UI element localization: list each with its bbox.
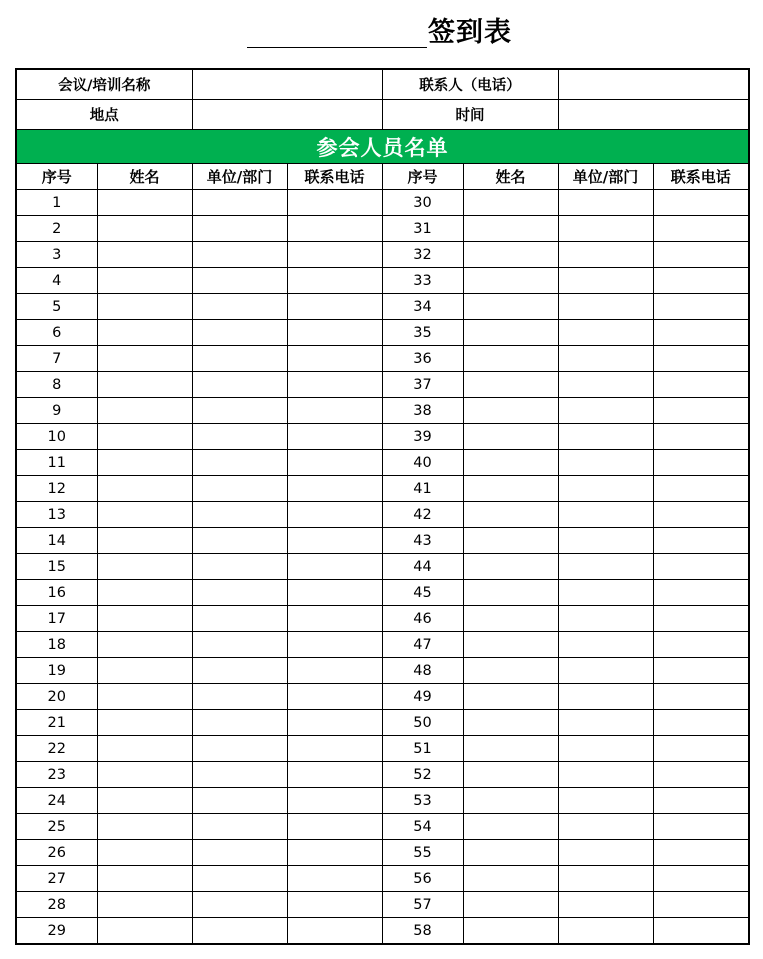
row-number-right: 37 (382, 372, 463, 398)
time-label: 时间 (382, 100, 558, 130)
name-cell-left[interactable] (97, 866, 192, 892)
phone-cell-right[interactable] (653, 892, 749, 918)
phone-cell-left[interactable] (287, 840, 382, 866)
department-cell-right[interactable] (558, 658, 653, 684)
name-cell-left[interactable] (97, 736, 192, 762)
table-row (16, 320, 749, 346)
department-cell-right[interactable] (558, 424, 653, 450)
table-row (16, 580, 749, 606)
row-number-left: 14 (16, 528, 97, 554)
name-cell-right[interactable] (463, 502, 558, 528)
name-cell-right[interactable] (463, 398, 558, 424)
department-cell-right[interactable] (558, 892, 653, 918)
name-cell-right[interactable] (463, 476, 558, 502)
table-row (16, 658, 749, 684)
department-cell-left[interactable] (192, 294, 287, 320)
row-number-left: 7 (16, 346, 97, 372)
row-number-right: 35 (382, 320, 463, 346)
phone-cell-right[interactable] (653, 658, 749, 684)
table-row (16, 554, 749, 580)
phone-cell-right[interactable] (653, 580, 749, 606)
department-cell-left[interactable] (192, 684, 287, 710)
table-row (16, 450, 749, 476)
table-row (16, 736, 749, 762)
name-cell-left[interactable] (97, 424, 192, 450)
department-cell-right[interactable] (558, 450, 653, 476)
phone-cell-left[interactable] (287, 190, 382, 216)
department-cell-right[interactable] (558, 580, 653, 606)
table-row (16, 268, 749, 294)
row-number-left: 27 (16, 866, 97, 892)
phone-cell-left[interactable] (287, 710, 382, 736)
row-number-right: 42 (382, 502, 463, 528)
title-blank-line[interactable] (247, 47, 427, 48)
name-cell-right[interactable] (463, 372, 558, 398)
name-cell-right[interactable] (463, 216, 558, 242)
name-cell-right[interactable] (463, 242, 558, 268)
row-number-right: 45 (382, 580, 463, 606)
row-number-left: 9 (16, 398, 97, 424)
phone-cell-right[interactable] (653, 606, 749, 632)
department-cell-left[interactable] (192, 840, 287, 866)
name-cell-left[interactable] (97, 346, 192, 372)
department-cell-left[interactable] (192, 528, 287, 554)
table-row (16, 918, 749, 945)
department-cell-left[interactable] (192, 450, 287, 476)
phone-cell-right[interactable] (653, 372, 749, 398)
row-number-left: 2 (16, 216, 97, 242)
department-cell-left[interactable] (192, 242, 287, 268)
section-header-row (16, 130, 749, 164)
row-number-left: 11 (16, 450, 97, 476)
department-cell-right[interactable] (558, 606, 653, 632)
department-cell-left[interactable] (192, 190, 287, 216)
name-cell-left[interactable] (97, 554, 192, 580)
column-header-row (16, 164, 749, 190)
department-cell-right[interactable] (558, 320, 653, 346)
name-cell-right[interactable] (463, 788, 558, 814)
time-field[interactable] (558, 100, 749, 130)
name-cell-right[interactable] (463, 814, 558, 840)
phone-cell-right[interactable] (653, 190, 749, 216)
department-cell-right[interactable] (558, 372, 653, 398)
phone-cell-right[interactable] (653, 476, 749, 502)
name-cell-left[interactable] (97, 918, 192, 945)
department-cell-left[interactable] (192, 632, 287, 658)
phone-cell-right[interactable] (653, 528, 749, 554)
row-number-left: 23 (16, 762, 97, 788)
table-row (16, 866, 749, 892)
table-row (16, 840, 749, 866)
department-cell-left[interactable] (192, 762, 287, 788)
phone-cell-left[interactable] (287, 216, 382, 242)
col-header-name-right: 姓名 (463, 164, 558, 190)
row-number-left: 20 (16, 684, 97, 710)
row-number-left: 21 (16, 710, 97, 736)
table-row (16, 190, 749, 216)
row-number-left: 3 (16, 242, 97, 268)
name-cell-left[interactable] (97, 242, 192, 268)
row-number-right: 32 (382, 242, 463, 268)
name-cell-right[interactable] (463, 736, 558, 762)
department-cell-left[interactable] (192, 788, 287, 814)
department-cell-right[interactable] (558, 476, 653, 502)
department-cell-left[interactable] (192, 892, 287, 918)
phone-cell-left[interactable] (287, 762, 382, 788)
name-cell-left[interactable] (97, 320, 192, 346)
col-header-phone-right: 联系电话 (653, 164, 749, 190)
contact-field[interactable] (558, 69, 749, 100)
row-number-right: 31 (382, 216, 463, 242)
department-cell-left[interactable] (192, 736, 287, 762)
row-number-right: 41 (382, 476, 463, 502)
phone-cell-left[interactable] (287, 424, 382, 450)
location-label: 地点 (16, 100, 192, 130)
phone-cell-right[interactable] (653, 710, 749, 736)
name-cell-right[interactable] (463, 710, 558, 736)
phone-cell-left[interactable] (287, 866, 382, 892)
row-number-right: 52 (382, 762, 463, 788)
phone-cell-right[interactable] (653, 424, 749, 450)
table-row (16, 346, 749, 372)
section-title: 参会人员名单 (16, 130, 749, 164)
row-number-right: 51 (382, 736, 463, 762)
name-cell-right[interactable] (463, 346, 558, 372)
department-cell-right[interactable] (558, 268, 653, 294)
row-number-right: 57 (382, 892, 463, 918)
row-number-right: 36 (382, 346, 463, 372)
table-row (16, 502, 749, 528)
phone-cell-right[interactable] (653, 736, 749, 762)
department-cell-left[interactable] (192, 918, 287, 945)
name-cell-left[interactable] (97, 528, 192, 554)
row-number-right: 48 (382, 658, 463, 684)
phone-cell-left[interactable] (287, 398, 382, 424)
name-cell-left[interactable] (97, 294, 192, 320)
row-number-right: 34 (382, 294, 463, 320)
phone-cell-left[interactable] (287, 814, 382, 840)
phone-cell-right[interactable] (653, 814, 749, 840)
name-cell-right[interactable] (463, 606, 558, 632)
sign-in-sheet (15, 68, 750, 945)
name-cell-left[interactable] (97, 658, 192, 684)
table-row (16, 710, 749, 736)
name-cell-right[interactable] (463, 528, 558, 554)
name-cell-right[interactable] (463, 866, 558, 892)
name-cell-right[interactable] (463, 190, 558, 216)
row-number-right: 46 (382, 606, 463, 632)
name-cell-left[interactable] (97, 606, 192, 632)
name-cell-right[interactable] (463, 658, 558, 684)
name-cell-left[interactable] (97, 814, 192, 840)
col-header-department-right: 单位/部门 (558, 164, 653, 190)
phone-cell-right[interactable] (653, 320, 749, 346)
name-cell-left[interactable] (97, 840, 192, 866)
info-row-location (16, 100, 749, 130)
department-cell-right[interactable] (558, 216, 653, 242)
table-row (16, 606, 749, 632)
row-number-right: 55 (382, 840, 463, 866)
name-cell-right[interactable] (463, 892, 558, 918)
phone-cell-left[interactable] (287, 658, 382, 684)
department-cell-left[interactable] (192, 658, 287, 684)
phone-cell-left[interactable] (287, 892, 382, 918)
row-number-right: 30 (382, 190, 463, 216)
row-number-left: 1 (16, 190, 97, 216)
phone-cell-right[interactable] (653, 294, 749, 320)
row-number-left: 22 (16, 736, 97, 762)
row-number-right: 40 (382, 450, 463, 476)
phone-cell-right[interactable] (653, 762, 749, 788)
row-number-left: 4 (16, 268, 97, 294)
row-number-right: 58 (382, 918, 463, 945)
row-number-right: 38 (382, 398, 463, 424)
department-cell-right[interactable] (558, 632, 653, 658)
table-row (16, 424, 749, 450)
row-number-left: 5 (16, 294, 97, 320)
department-cell-right[interactable] (558, 710, 653, 736)
department-cell-right[interactable] (558, 736, 653, 762)
department-cell-right[interactable] (558, 814, 653, 840)
phone-cell-left[interactable] (287, 554, 382, 580)
phone-cell-left[interactable] (287, 450, 382, 476)
row-number-right: 56 (382, 866, 463, 892)
phone-cell-right[interactable] (653, 840, 749, 866)
location-field[interactable] (192, 100, 382, 130)
name-cell-left[interactable] (97, 216, 192, 242)
name-cell-left[interactable] (97, 684, 192, 710)
phone-cell-left[interactable] (287, 580, 382, 606)
phone-cell-right[interactable] (653, 788, 749, 814)
row-number-left: 18 (16, 632, 97, 658)
name-cell-right[interactable] (463, 762, 558, 788)
table-row (16, 398, 749, 424)
col-header-number-left: 序号 (16, 164, 97, 190)
department-cell-right[interactable] (558, 528, 653, 554)
name-cell-left[interactable] (97, 190, 192, 216)
row-number-left: 29 (16, 918, 97, 945)
row-number-left: 16 (16, 580, 97, 606)
name-cell-right[interactable] (463, 294, 558, 320)
department-cell-right[interactable] (558, 242, 653, 268)
department-cell-left[interactable] (192, 814, 287, 840)
title-area (0, 8, 763, 58)
department-cell-right[interactable] (558, 866, 653, 892)
name-cell-left[interactable] (97, 372, 192, 398)
phone-cell-right[interactable] (653, 502, 749, 528)
name-cell-right[interactable] (463, 632, 558, 658)
department-cell-right[interactable] (558, 346, 653, 372)
table-row (16, 372, 749, 398)
table-row (16, 788, 749, 814)
meeting-name-field[interactable] (192, 69, 382, 100)
phone-cell-right[interactable] (653, 554, 749, 580)
name-cell-right[interactable] (463, 840, 558, 866)
name-cell-left[interactable] (97, 398, 192, 424)
table-row (16, 528, 749, 554)
page-title: 签到表 (428, 17, 512, 48)
phone-cell-right[interactable] (653, 216, 749, 242)
table-row (16, 892, 749, 918)
phone-cell-right[interactable] (653, 632, 749, 658)
phone-cell-left[interactable] (287, 788, 382, 814)
phone-cell-right[interactable] (653, 346, 749, 372)
row-number-right: 49 (382, 684, 463, 710)
phone-cell-left[interactable] (287, 606, 382, 632)
phone-cell-left[interactable] (287, 502, 382, 528)
meeting-name-label: 会议/培训名称 (16, 69, 192, 100)
name-cell-left[interactable] (97, 580, 192, 606)
row-number-right: 43 (382, 528, 463, 554)
row-number-right: 44 (382, 554, 463, 580)
name-cell-right[interactable] (463, 320, 558, 346)
name-cell-left[interactable] (97, 502, 192, 528)
row-number-left: 13 (16, 502, 97, 528)
department-cell-left[interactable] (192, 268, 287, 294)
department-cell-left[interactable] (192, 710, 287, 736)
col-header-name-left: 姓名 (97, 164, 192, 190)
info-row-meeting (16, 69, 749, 100)
department-cell-right[interactable] (558, 398, 653, 424)
table-row (16, 294, 749, 320)
phone-cell-left[interactable] (287, 242, 382, 268)
name-cell-right[interactable] (463, 450, 558, 476)
table-row (16, 242, 749, 268)
department-cell-right[interactable] (558, 190, 653, 216)
phone-cell-left[interactable] (287, 268, 382, 294)
department-cell-left[interactable] (192, 606, 287, 632)
department-cell-right[interactable] (558, 762, 653, 788)
phone-cell-right[interactable] (653, 918, 749, 945)
department-cell-left[interactable] (192, 372, 287, 398)
phone-cell-left[interactable] (287, 528, 382, 554)
row-number-left: 28 (16, 892, 97, 918)
row-number-left: 10 (16, 424, 97, 450)
row-number-left: 25 (16, 814, 97, 840)
phone-cell-right[interactable] (653, 242, 749, 268)
table-row (16, 632, 749, 658)
phone-cell-right[interactable] (653, 268, 749, 294)
name-cell-right[interactable] (463, 424, 558, 450)
table-row (16, 684, 749, 710)
row-number-right: 47 (382, 632, 463, 658)
row-number-left: 8 (16, 372, 97, 398)
row-number-left: 6 (16, 320, 97, 346)
department-cell-left[interactable] (192, 554, 287, 580)
row-number-left: 15 (16, 554, 97, 580)
row-number-left: 24 (16, 788, 97, 814)
department-cell-left[interactable] (192, 216, 287, 242)
name-cell-left[interactable] (97, 710, 192, 736)
phone-cell-right[interactable] (653, 684, 749, 710)
name-cell-left[interactable] (97, 788, 192, 814)
table-row (16, 476, 749, 502)
row-number-right: 50 (382, 710, 463, 736)
department-cell-right[interactable] (558, 918, 653, 945)
col-header-phone-left: 联系电话 (287, 164, 382, 190)
name-cell-right[interactable] (463, 684, 558, 710)
col-header-department-left: 单位/部门 (192, 164, 287, 190)
name-cell-right[interactable] (463, 918, 558, 945)
row-number-right: 54 (382, 814, 463, 840)
phone-cell-left[interactable] (287, 294, 382, 320)
name-cell-left[interactable] (97, 762, 192, 788)
department-cell-right[interactable] (558, 554, 653, 580)
phone-cell-left[interactable] (287, 372, 382, 398)
table-row (16, 762, 749, 788)
department-cell-left[interactable] (192, 502, 287, 528)
phone-cell-left[interactable] (287, 684, 382, 710)
department-cell-right[interactable] (558, 840, 653, 866)
row-number-right: 39 (382, 424, 463, 450)
table-row (16, 216, 749, 242)
name-cell-right[interactable] (463, 268, 558, 294)
table-row (16, 814, 749, 840)
department-cell-left[interactable] (192, 398, 287, 424)
name-cell-left[interactable] (97, 476, 192, 502)
row-number-left: 12 (16, 476, 97, 502)
department-cell-left[interactable] (192, 346, 287, 372)
phone-cell-left[interactable] (287, 736, 382, 762)
phone-cell-left[interactable] (287, 346, 382, 372)
row-number-left: 19 (16, 658, 97, 684)
department-cell-left[interactable] (192, 424, 287, 450)
name-cell-right[interactable] (463, 554, 558, 580)
phone-cell-right[interactable] (653, 398, 749, 424)
name-cell-right[interactable] (463, 580, 558, 606)
phone-cell-left[interactable] (287, 918, 382, 945)
department-cell-left[interactable] (192, 476, 287, 502)
name-cell-left[interactable] (97, 632, 192, 658)
department-cell-right[interactable] (558, 294, 653, 320)
department-cell-left[interactable] (192, 866, 287, 892)
row-number-right: 33 (382, 268, 463, 294)
row-number-left: 17 (16, 606, 97, 632)
department-cell-right[interactable] (558, 684, 653, 710)
name-cell-left[interactable] (97, 268, 192, 294)
department-cell-right[interactable] (558, 502, 653, 528)
phone-cell-right[interactable] (653, 450, 749, 476)
name-cell-left[interactable] (97, 892, 192, 918)
name-cell-left[interactable] (97, 450, 192, 476)
phone-cell-left[interactable] (287, 632, 382, 658)
department-cell-right[interactable] (558, 788, 653, 814)
department-cell-left[interactable] (192, 580, 287, 606)
phone-cell-left[interactable] (287, 320, 382, 346)
col-header-number-right: 序号 (382, 164, 463, 190)
row-number-right: 53 (382, 788, 463, 814)
department-cell-left[interactable] (192, 320, 287, 346)
contact-label: 联系人（电话） (382, 69, 558, 100)
phone-cell-left[interactable] (287, 476, 382, 502)
row-number-left: 26 (16, 840, 97, 866)
phone-cell-right[interactable] (653, 866, 749, 892)
